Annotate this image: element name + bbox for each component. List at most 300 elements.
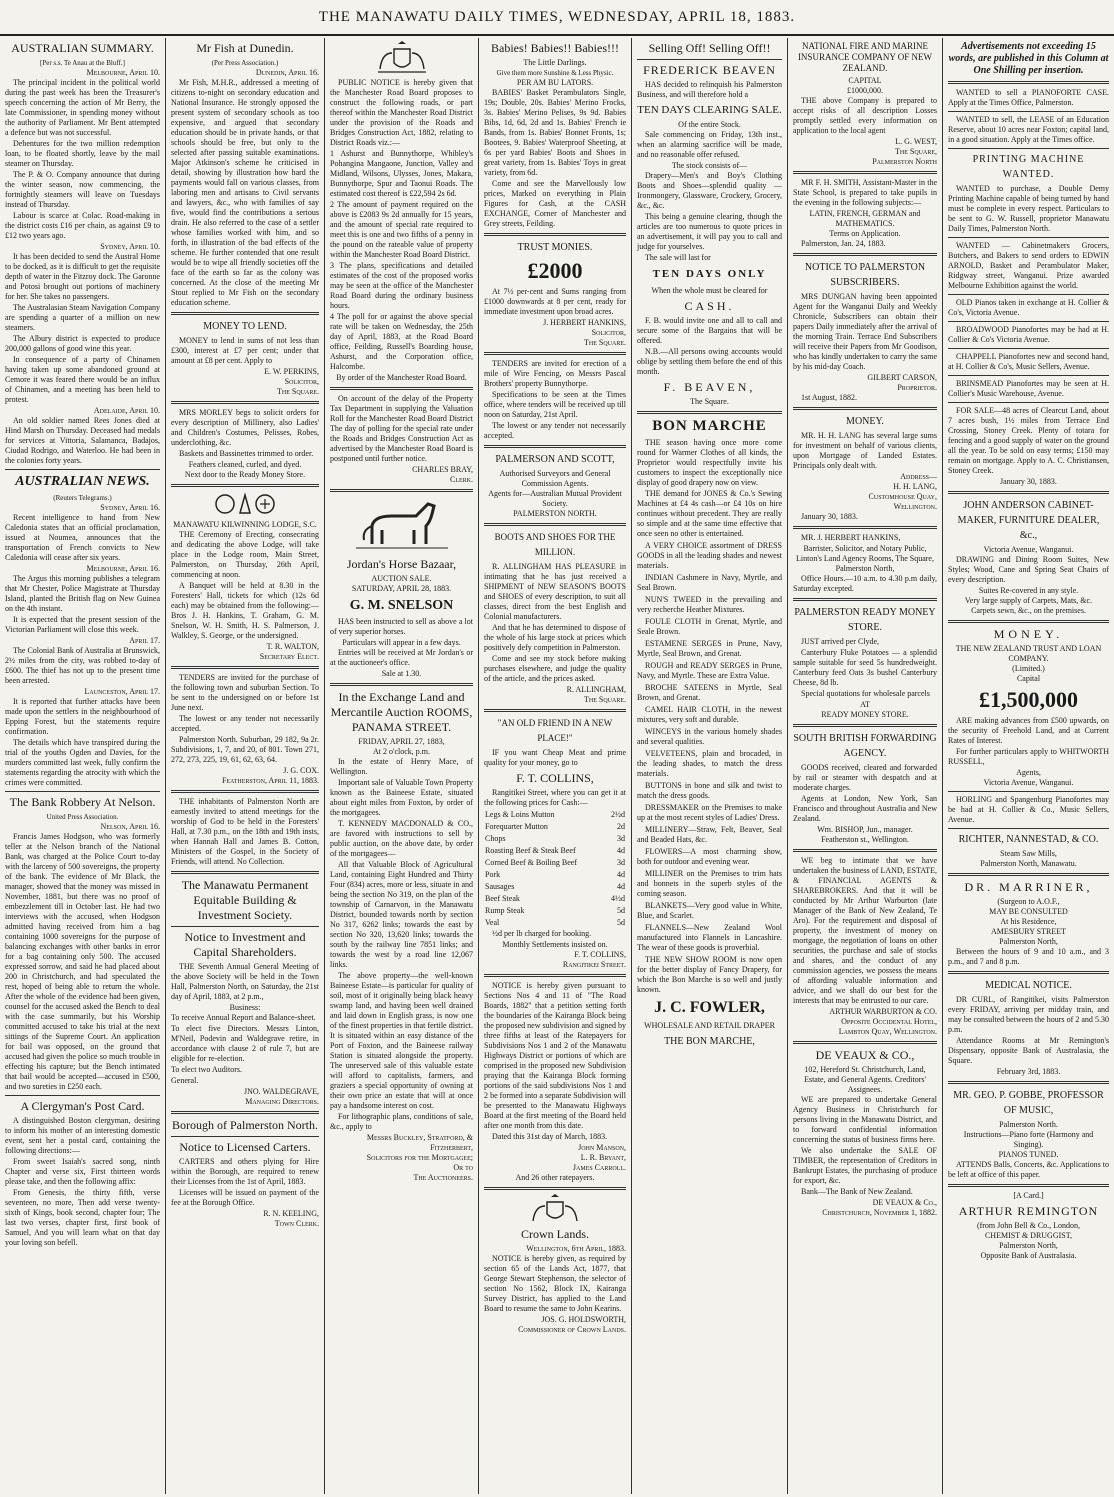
- paragraph: Agents at London, New York, San Francisco and throughout Australia and New Zealand.: [793, 794, 937, 823]
- paragraph: All that Valuable Block of Agricultural Land, containing Eight Hundred and Thirty Four (834) acres, more or less, situate in and being the section No 319, on the plan of the township of Carnarvon, in the Manawatu District, bounded towards north by section No 317, 6262 links; towards the east by section No 320, 13,620 links; towards the south by the railway line 7851 links; and towards the west by a road line 12,067 links.: [330, 860, 473, 969]
- price-value: 2½d: [611, 810, 625, 819]
- list-item: 3 The plans, specifications and detailed estimates of the cost of the proposed works may be seen at the office of the Manchester Road Board during the ordinary business hours.: [330, 261, 473, 310]
- heading: THE BON MARCHE,: [664, 1036, 755, 1047]
- paragraph: THE Seventh Annual General Meeting of the above Society will be held in the Town Hall, Palmerston North, on Saturday, the 21st day of April, 1883, at 2 p.m.,: [171, 962, 319, 1001]
- paragraph: For lithographic plans, conditions of sale, &c., apply to: [330, 1112, 473, 1131]
- list-item: THE NEW SHOW ROOM is now open for the better display of Fancy Drapery, for which the Bon Marche is so well and justly known.: [637, 955, 782, 994]
- royal-coat-of-arms-icon: [525, 1194, 585, 1224]
- subheading: PIANOS TUNED.: [998, 1150, 1059, 1159]
- price-item: Roasting Beef & Steak Beef: [485, 846, 576, 855]
- signature: The Square.: [277, 387, 319, 396]
- list-item: INDIAN Cashmere in Navy, Myrtle, and Seal Brown.: [637, 573, 782, 592]
- subheading: CAPITAL: [848, 76, 882, 85]
- list-item: 1 Ashurst and Bunnythorpe, Whibley's Pohangina Mangaone, Junction, Valley and Midland, Wilsons, Ulysses, Jones, Makara, Bunnythorpe, Spur and Taonui Roads. The estimated cost thereof is £22,594 2s 6d.: [330, 149, 473, 198]
- list-item: A VERY CHOICE assortment of DRESS GOODS in all the leading shades and newest materials.: [637, 541, 782, 570]
- paragraph: HAS decided to relinquish his Palmerston Business, and will therefore hold a: [637, 80, 782, 99]
- list-item: To elect two Auditors.: [171, 1065, 242, 1074]
- signature: R. N. KEELING,: [263, 1209, 319, 1218]
- subheading: THE NEW ZEALAND TRUST AND LOAN COMPANY.: [955, 644, 1102, 663]
- paragraph: Suites Re-covered in any style.: [978, 586, 1079, 595]
- price-row: [484, 857, 626, 869]
- paragraph: When the whole must be cleared for: [651, 286, 768, 295]
- paragraph: Specifications to be seen at the Times office, where tenders will be received up till noon on Saturday, 21st April.: [484, 390, 626, 419]
- paragraph: Palmerston North. Suburban, 29 182, 9a 2r. Subdivisions, 1, 7, and 20, of 801. Town 271, 272, 273, 225, 19, 61, 62, 63, 64.: [171, 735, 319, 764]
- list-item: VELVETEENS, plain and brocaded, in the leading shades, to match the dress materials.: [637, 749, 782, 778]
- dateline: Adelaide, April 10.: [93, 406, 160, 415]
- signature: F. T. COLLINS,: [574, 950, 626, 959]
- paragraph: THE season having once more come round for Warmer Clothes of all kinds, the Proprietor would respectfully invite his customers to inspect the exceptionally nice display of good drapery now on view.: [637, 438, 782, 487]
- amount: £2000: [527, 258, 583, 283]
- subheading: Authorised Surveyors and General Commission Agents.: [499, 469, 611, 488]
- heading: Selling Off! Selling Off!!: [648, 41, 771, 55]
- paragraph: Sale commencing on Friday, 13th inst., when an alarming sacrifice will be made, and no reasonable offer refused.: [637, 130, 782, 159]
- paragraph: We also undertake the SALE OF TIMBER, the representation of Creditors in Bankrupt Estates, the purchasing of produce for export, &c.: [793, 1146, 937, 1185]
- paragraph: And that he has determined to dispose of the whole of his large stock at prices which positively defy competition in Palmerston.: [484, 623, 626, 652]
- signature: Wellington.: [893, 502, 937, 511]
- paragraph: Wm. BISHOP, Jun., manager.: [817, 825, 913, 834]
- subheading: Give them more Sunshine & Less Physic.: [496, 69, 614, 77]
- price-item: Veal: [485, 918, 500, 927]
- signature: GILBERT CARSON,: [867, 373, 937, 382]
- paragraph: It is reported that further attacks have been made upon the settlers in the neighbourhood of Epping Forest, but the statements require confirmation.: [5, 697, 160, 736]
- heading: MR. GEO. P. GOBBE, PROFESSOR OF MUSIC,: [953, 1090, 1104, 1116]
- dateline: Melbourne, April 10.: [86, 68, 160, 77]
- subheading: [Per s.s. Te Anau at the Bluff.]: [40, 59, 125, 67]
- subheading: Palmerston North,: [999, 1241, 1058, 1250]
- subheading: FRIDAY, APRIL 27, 1883,: [358, 737, 445, 746]
- column-6: [788, 38, 942, 1494]
- signature: The Square.: [584, 695, 626, 704]
- paragraph: At 7½ per-cent and Sums ranging from £1000 downwards at 8 per cent, ready for immediate investment upon broad acres.: [484, 287, 626, 316]
- paragraph: The lowest or any tender not necessarily accepted.: [171, 714, 319, 733]
- paragraph: The stock consists of—: [671, 161, 748, 170]
- heading: NOTICE TO PALMERSTON SUBSCRIBERS.: [804, 262, 926, 288]
- subheading: (Reuters Telegrams.): [53, 494, 112, 502]
- paragraph: MR. J. HERBERT HANKINS,: [801, 533, 901, 542]
- paragraph: THE above Company is prepared to accept risks of all description Losses promptly settled every information on application to the local agent: [793, 96, 937, 135]
- heading: Jordan's Horse Bazaar,: [346, 557, 457, 571]
- paragraph: Instructions—Piano forte (Harmony and Singing).: [963, 1130, 1094, 1149]
- list-item: FLOWERS—A most charming show, both for outdoor and evening wear.: [637, 847, 782, 866]
- list-item: General.: [171, 1076, 199, 1085]
- subheading: Palmerston North.: [999, 1120, 1058, 1129]
- paragraph: NOTICE is hereby given pursuant to Sections Nos 4 and 11 of "The Road Boards, 1882" that a petition setting forth the boundaries of the Kairanga Block being the proposed new subdivision and signed by three fifths at least of the Ratepayers for Subdivisions Nos 1 and 2 of the Manawatu Highways District or portions of which are comprised in the proposed new Subdivision praying that the Kairanga Block forming portions of the said subdivisions Nos 1 and 2 be formed into a separate Subdivision will be presented to the Manawatu Highways Board at the first meeting of the Board held after one month from this date.: [484, 981, 626, 1130]
- list-item: FLANNELS—New Zealand Wool manufactured into Flannels in Lancashire. The wear of these goods is proverbial.: [637, 923, 782, 952]
- dateline: Sydney, April 16.: [100, 503, 160, 512]
- subheading: (Surgeon to A.O.F.,: [997, 897, 1060, 906]
- paragraph: Rangitikei Street, where you can get it at the following prices for Cash:—: [484, 788, 626, 807]
- heading: Notice to Investment and Capital Shareholders.: [184, 930, 306, 959]
- column-2: [166, 38, 324, 1494]
- signature: Address—: [900, 472, 937, 481]
- signature: Solicitors for the Mortgagee;: [366, 1153, 473, 1162]
- paragraph: Come and see the Marvellously low prices, Marked on everything in Plain Figures for Cash, at the CASH EXCHANGE, Corner of Manchester and Grey streets, Feilding.: [484, 179, 626, 228]
- heading: DR. MARRINER,: [964, 880, 1093, 894]
- paragraph: Very large supply of Carpets, Mats, &c.: [964, 596, 1093, 605]
- subheading: Steam Saw Mills,: [1000, 849, 1057, 858]
- paragraph: Canterbury Fluke Potatoes — a splendid sample suitable for seed 5s hundredweight. Canterbury feed Oats 3s bushel Canterbury Cheese, 8d lb.: [793, 648, 937, 687]
- heading: DE VEAUX & CO.,: [815, 1048, 915, 1062]
- heading: PALMERSTON READY MONEY STORE.: [794, 607, 936, 633]
- price-value: 4d: [617, 846, 625, 855]
- paragraph: Terms on Application.: [829, 229, 901, 238]
- paragraph: Barrister, Solicitor, and Notary Public,: [803, 544, 927, 553]
- paragraph: By order of the Manchester Road Board.: [336, 373, 467, 382]
- paragraph: Drapery—Men's and Boy's Clothing Boots and Shoes—splendid quality —Ironmongery, Glassware, Crockery, Grocery, &c., &c.: [637, 171, 782, 210]
- heading: TEN DAYS CLEARING SALE.: [637, 104, 782, 116]
- signature: E. W. PERKINS,: [264, 367, 319, 376]
- dateline: Wellington, 6th April, 1883.: [526, 1244, 626, 1253]
- subheading: The Little Darlings.: [523, 58, 587, 67]
- paragraph: PUBLIC NOTICE is hereby given that the Manchester Road Board proposes to construct the following roads, or part thereof within the Manchester Road District under the provision of the Roads and Bridges Construction Act, 1882, relating to District Roads viz.:—: [330, 78, 473, 147]
- signature: R. ALLINGHAM,: [566, 685, 626, 694]
- paragraph: The principal incident in the political world during the past week has been the Treasurer's speech concerning the action of Mr Berry, the late Commissioner, in spending money without the authority of Parliament. Mr Bent attempted a defence but was not successful.: [5, 78, 160, 137]
- signature: CHARLES BRAY,: [412, 465, 473, 474]
- column-1: [0, 38, 165, 1494]
- subheading: Victoria Avenue, Wanganui.: [983, 545, 1074, 554]
- price-item: Sausages: [485, 882, 515, 891]
- signature: And 26 other ratepayers.: [515, 1173, 595, 1182]
- subheading: AT: [860, 700, 870, 709]
- heading: PALMERSON AND SCOTT,: [495, 454, 615, 465]
- signature: The Square,: [895, 147, 937, 156]
- paragraph: Sale at 1.30.: [381, 669, 422, 678]
- list-item: NUN'S TWEED in the prevailing and very recherche Heather Mixtures.: [637, 595, 782, 614]
- paragraph: A distinguished Boston clergyman, desiring to inform his mother of an interesting domestic event, sent her a postal card, containing the following directions:—: [5, 1116, 160, 1155]
- price-item: Forequarter Mutton: [485, 822, 548, 831]
- price-value: 5d: [617, 906, 625, 915]
- paragraph: Mr Fish, M.H.R., addressed a meeting of citizens to-night on secondary education and National Insurance. He strongly opposed the present system of secondary schools as too expensive, and argued that secondary education should be in private hands, or that schools should be free, but only to the selected after passing suitable examinations. Major Atkinson's scheme he criticised in detail, showing by illustration how hard the payments would fall on various classes, from laboring men and artisans to Civil servants and lawyers, &c., who with families of say five, would find the contributions a serious drain. He also referred to the case of a settler whose families worked with him, and so forth, in illustration of the bad effects of the scheme. He further contended that one result would be to wipe all friendly societies off the face of the earth so far as the colony was concerned. At the close of the meeting Mr Stout replied to Mr Fish on the secondary education scheme.: [171, 78, 319, 307]
- paragraph: February 3rd, 1883.: [996, 1067, 1061, 1076]
- paragraph: R. ALLINGHAM HAS PLEASURE in intimating that he has just received a SHIPMENT of NEW SEASON'S BOOTS and SHOES of every description, to suit all classes, direct from the best English and Colonial manufacturers.: [484, 562, 626, 621]
- signature: JNO. WALDEGRAVE,: [243, 1087, 319, 1096]
- subheading: At his Residence,: [1000, 917, 1057, 926]
- paragraph: The details which have transpired during the trial of the youths Ogden and Davies, for the murders committed last week, fully confirm the statements regarding the atrocity with which the crimes were committed.: [5, 738, 160, 787]
- royal-coat-of-arms-icon: [372, 41, 432, 75]
- list-item: ESTAMENE SERGES in Prune, Navy, Myrtle, Seal Brown, and Grenat.: [637, 639, 782, 658]
- column-4: [479, 38, 631, 1494]
- signature: Town Clerk.: [274, 1219, 319, 1228]
- list-item: ROUGH and READY SERGES in Prune, Navy, and Myrtle. These are Extra Value.: [637, 661, 782, 680]
- item-list: [637, 489, 782, 995]
- subheading: AUCTION SALE.: [371, 574, 432, 583]
- paragraph: Entries will be received at Mr Jordan's or at the auctioneer's office.: [330, 648, 473, 667]
- paragraph: On account of the delay of the Property Tax Department in supplying the Valuation Roll for the Manchester Road Board District The day of polling for the special rate under the Roads and Bridges Construction Act as advertised by the Manchester Road Board is postponed until further notice.: [330, 394, 473, 463]
- price-row: [484, 845, 626, 857]
- paragraph: Palmerston, Jan. 24, 1883.: [801, 239, 886, 248]
- paragraph: 1st August, 1882.: [801, 393, 858, 402]
- column-7: [943, 38, 1114, 1494]
- dateline: Sydney, April 10.: [100, 242, 160, 251]
- list-item: 2 The amount of payment required on the above is £2083 9s 2d annually for 15 years, and the amount of special rate required to meet this is one and two fifths of a penny in the pound on the rateable value of property within the Manchester Road Board District.: [330, 200, 473, 259]
- subheading: At 2 o'clock, p.m.: [373, 747, 430, 756]
- list-item: BROCHE SATEENS in Myrtle, Seal Brown, and Grenat.: [637, 683, 782, 702]
- price-value: 4½d: [611, 894, 625, 903]
- paragraph: CHAPPELL Pianofortes new and second hand, at H. Collier & Co's, Music Sellers, Avenue.: [948, 352, 1109, 371]
- paragraph: For further particulars apply to WHITWORTH RUSSELL,: [948, 747, 1109, 766]
- heading: TEN DAYS ONLY: [652, 268, 767, 280]
- paragraph: Labour is scarce at Colac. Road-making in the district costs £16 per chain, as against £9 to £12 two years ago.: [5, 211, 160, 240]
- paragraph: WANTED — Cabinetmakers Grocers, Butchers, and Bakers to send orders to EDWIN ARNOLD, Basket and Perambulator Maker, Ridgway street, Wanganui. Prize awarded Melbourne Exhibition against the world.: [948, 241, 1109, 290]
- paragraph: The Albury district is expected to produce 200,000 gallons of good wine this year.: [5, 334, 160, 353]
- paragraph: BABIES' Basket Perambulators Single, 19s; Double, 20s. Babies' Merino Frocks, 3s. Babies' Merino Pelises, 9s 9d. Babies Bibs, 1d, 6d, 2d and 1s. Babies' French ie Bands, from 1s. Babies' Bonnet Fronts, 1s; Bootees, 9. Babies' Waterproof Sheeting, at 6s per yard Babies' Boots and Shoes in great variety, from 1s. Babies' Toys in great variety, from 6d.: [484, 88, 626, 177]
- column-3: [325, 38, 478, 1494]
- paragraph: BROADWOOD Pianofortes may be had at H. Collier & Co's Victoria Avenue.: [948, 325, 1109, 344]
- heading: "AN OLD FRIEND IN A NEW PLACE!": [497, 718, 613, 743]
- paragraph: THE Ceremony of Erecting, consecrating and dedicating the above Lodge, will take place in the Lodge room, Main Street, Palmerston, on Thursday, 26th April, commencing at noon.: [171, 530, 319, 579]
- paragraph: In the estate of Henry Mace, of Wellington.: [330, 757, 473, 776]
- price-value: 4d: [617, 882, 625, 891]
- paragraph: Feathers cleaned, curled, and dyed.: [188, 460, 302, 469]
- price-row: [484, 881, 626, 893]
- paragraph: JUST arrived per Clyde,: [801, 637, 880, 646]
- paragraph: Linton's Land Agency Rooms, The Square, Palmerston North,: [796, 554, 934, 573]
- signature: Proprietor.: [897, 383, 937, 392]
- heading: JOHN ANDERSON CABINET-MAKER, FURNITURE DEALER, &c.,: [957, 500, 1100, 541]
- price-item: Chops: [485, 834, 506, 843]
- heading: AUSTRALIAN NEWS.: [15, 474, 150, 489]
- subheading: WHOLESALE AND RETAIL DRAPER: [644, 1021, 775, 1030]
- paragraph: DR CURL, of Rangitikei, visits Palmerston every FRIDAY, arriving per midday train, and may be consulted between the hours of 2 and 5.30 p.m.: [948, 995, 1109, 1034]
- paragraph: Bank—The Bank of New Zealand.: [801, 1187, 913, 1196]
- price-row: [484, 869, 626, 881]
- signature: Customhouse Quay,: [868, 492, 937, 501]
- signature: H. H. LANG,: [893, 482, 937, 491]
- signature: Rangitikei Street.: [562, 960, 626, 969]
- signature: ARTHUR WARBURTON & CO.: [829, 1007, 937, 1016]
- heading: PRINTING MACHINE WANTED.: [972, 154, 1085, 180]
- subheading: AMESBURY STREET: [990, 927, 1067, 936]
- heading: AUSTRALIAN SUMMARY.: [11, 41, 154, 55]
- list-item: 4 The poll for or against the above special rate will be taken on Wednesday, the 25th day of April, 1883, at the Road Board office, Feilding, Russell's Boarding house, Ashurst, and the Corporation office, Halcombe.: [330, 312, 473, 371]
- amount: £1,500,000: [979, 687, 1078, 712]
- price-row: [484, 809, 626, 821]
- signature: Fitzherbert,: [430, 1143, 473, 1152]
- heading: ARTHUR REMINGTON: [958, 1204, 1099, 1218]
- paragraph: Carpets sewn, &c., on the premises.: [971, 606, 1086, 615]
- dateline: April 17.: [129, 636, 160, 645]
- paragraph: ATTENDS Balls, Concerts, &c. Applications to be left at office of this paper.: [948, 1160, 1109, 1179]
- list-item: BUTTONS in bone and silk and twist to match the dress goods.: [637, 781, 782, 800]
- paragraph: Monthly Settlements insisted on.: [502, 940, 608, 949]
- signature: Agents,: [1016, 768, 1041, 777]
- masthead: THE MANAWATU DAILY TIMES, WEDNESDAY, APRIL 18, 1883.: [0, 0, 1114, 36]
- paragraph: WANTED to sell, the LEASE of an Education Reserve, about 10 acres near Foxton; capital land, in a good situation. Apply at the Times office.: [948, 115, 1109, 144]
- paragraph: The sale will last for: [645, 253, 711, 262]
- heading: FREDERICK BEAVEN: [643, 63, 776, 77]
- price-value: 3d: [617, 834, 625, 843]
- heading: SOUTH BRITISH FORWARDING AGENCY.: [793, 733, 937, 759]
- dateline: Melbourne, April 16.: [86, 564, 160, 573]
- paragraph: A Banquet will be held at 8.30 in the Foresters' Hall, tickets for which (12s 6d each) may be obtained from the following:—Bros J. H. Hankins, T. Graham, G. M. Snelson, W. H. Smith, H. S. Palmerson, J. Walkley, S. George, or the undersigned.: [171, 581, 319, 640]
- paragraph: MR F. H. SMITH, Assistant-Master in the State School, is prepared to take pupils in the evening in the following subjects:—: [793, 178, 937, 207]
- paragraph: Featherston st., Wellington.: [821, 835, 909, 844]
- paragraph: TENDERS are invited for the purchase of the following town and suburban Section. To be sent to the undersigned on or before 1st June next.: [171, 673, 319, 712]
- signature: Secretary Elect.: [259, 652, 319, 661]
- subheading: Agents for—Australian Mutual Provident Society.: [488, 489, 622, 508]
- signature: Clerk.: [449, 475, 473, 484]
- paragraph: Recent intelligence to hand from New Caledonia states that an official proclamation, issued at Noumea, announces that the transportation of French convicts to New Caledonia will cease after six years.: [5, 513, 160, 562]
- list-item: THE demand for JONES & Co.'s Sewing Machines at £4 4s cash—or £4 10s on hire continues without precedent. They are really so simple and at the same time effective that once seen no other is entertained.: [637, 489, 782, 538]
- signature: J. G. COX.: [283, 766, 319, 775]
- list-item: MILLINERY—Straw, Felt, Beaver, Seal and Beaded Hats, &c.: [637, 825, 782, 844]
- paragraph: HORLING and Spangenburg Pianofortes may be had at H. Collier & Co., Music Sellers, Avenue.: [948, 795, 1109, 824]
- heading: The Manawatu Permanent Equitable Building & Investment Society.: [181, 878, 309, 922]
- paragraph: NOTICE is hereby given, as required by section 65 of the Lands Act, 1877, that George Stewart Stephenson, the selector of section No 1562, Block IX, Kairanga Survey District, has applied to the Land Board to resume the same to John Kearins.: [484, 1254, 626, 1313]
- heading: MONEY.: [993, 627, 1064, 641]
- signature: John Manson,: [578, 1143, 626, 1152]
- price-row: [484, 821, 626, 833]
- paragraph: January 30, 1883.: [1000, 477, 1057, 486]
- list-item: BLANKETS—Very good value in White, Blue, and Scarlet.: [637, 901, 782, 920]
- subheading: United Press Association.: [46, 813, 119, 821]
- signature: The Square.: [584, 338, 626, 347]
- paragraph: MONEY to lend in sums of not less than £300, interest at £7 per cent; under that amount at £8 per cent. Apply to: [171, 336, 319, 365]
- signature: James Carroll.: [572, 1163, 626, 1172]
- signature: Commissioner of Crown Lands.: [518, 1325, 626, 1334]
- subheading: Opposite Bank of Australasia.: [980, 1251, 1077, 1260]
- paragraph: TENDERS are invited for erection of a mile of Wire Fencing, on Messrs Pascal Brothers' property Bunnythorpe.: [484, 359, 626, 388]
- paragraph: T. KENNEDY MACDONALD & CO., are favored with instructions to sell by public auction, on the above date, by order of the mortgagees—: [330, 819, 473, 858]
- signature: Lambton Quay, Wellington.: [838, 1027, 937, 1036]
- subheading: CHEMIST & DRUGGIST,: [984, 1231, 1073, 1240]
- paragraph: MRS DUNGAN having been appointed Agent for the Wanganui Daily and Weekly Chronicle, Subscribers can obtain their papers Daily immediately after the arrival of the morning Train. Terrace End Subscribers will receive their Papers from Mr Goodison, who has kindly undertaken to carry the same by his mid-day Coach.: [793, 292, 937, 371]
- list-item: To elect five Directors. Messrs Linton, M'Neil, Podevin and Waldegrave retire, in accordance with clause 2 of rule 7, but are eligible for re-election.: [171, 1024, 319, 1063]
- signature: Christchurch, November 1, 1882.: [822, 1208, 937, 1217]
- verse: From sweet Isaiah's sacred song, ninth Chapter and verse six, First thirteen words please take, and then the following affix:: [5, 1157, 160, 1186]
- subheading: [A Card.]: [1013, 1191, 1044, 1200]
- lodge-name: MANAWATU KILWINNING LODGE, S.C.: [173, 520, 317, 529]
- paragraph: The above property—the well-known Baineese Estate—is particular for quality of soil, most of it originally being black heavy swamp land, and having been well drained and laid down in English grass, is now one of the finest properties in that fertile district. It is situated within an easy distance of the Port of Foxton, and the Baineese railway Station is situated alongside the property. The unreserved sale of this valuable estate will afford to capitalists, farmers, and graziers a special opportunity of owning at their own price an estate that will at once pay a handsome interest on cost.: [330, 971, 473, 1110]
- list-item: DRESSMAKER on the Premises to make up at the most recent styles of Ladies' Dress.: [637, 803, 782, 822]
- price-item: Corned Beef & Boiling Beef: [485, 858, 577, 867]
- price-item: Legs & Loins Mutton: [485, 810, 555, 819]
- paragraph: WE are prepared to undertake General Agency Business in Christchurch for persons living in the Manawatu District, and to forward confidential information concerning the status of business firms here.: [793, 1095, 937, 1144]
- subheading: Capital: [1016, 674, 1041, 683]
- paragraph: MR. H. H. LANG has several large sums for investment on behalf of various clients, upon Mortgage of Landed Estates. Principals only dealt with.: [793, 431, 937, 470]
- heading: MONEY.: [846, 416, 884, 427]
- list-item: WINCEYS in the various homely shades and several qualities.: [637, 727, 782, 746]
- paragraph: The Australasian Steam Navigation Company are spending a quarter of a million on new steamers.: [5, 303, 160, 332]
- price-item: Pork: [485, 870, 501, 879]
- heading: TRUST MONIES.: [517, 242, 593, 253]
- paragraph: 102, Hereford St. Christchurch, Land, Estate, and General Agents. Creditors' Assignees.: [804, 1065, 926, 1094]
- paragraph: Next door to the Ready Money Store.: [184, 470, 306, 479]
- column-5: [632, 38, 787, 1494]
- paragraph: Dated this 31st day of March, 1883.: [492, 1132, 608, 1141]
- paragraph: Licenses will be issued on payment of the fee at the Borough Office.: [171, 1188, 319, 1207]
- dateline: Dunedin, April 16.: [255, 68, 319, 77]
- paragraph: Debentures for the two million redemption loan, to be floated shortly, leave by the mail steamer on Thursday.: [5, 139, 160, 168]
- heading: Mr Fish at Dunedin.: [196, 41, 294, 55]
- heading: Borough of Palmerston North.: [172, 1118, 318, 1132]
- signature: Solicitor,: [284, 377, 319, 386]
- verse: From Genesis, the thirty fifth, verse seventeen, no more, Then add verse twenty-sixth of Kings, book second, chapter four; The last two verses, chapter first, first book of Samuel, And you will learn what on that day your loving son befell.: [5, 1188, 160, 1247]
- price-row: [484, 905, 626, 917]
- price-row: [484, 893, 626, 905]
- signature: Messrs Buckley, Stratford, &: [366, 1133, 473, 1142]
- paragraph: Particulars will appear in a few days.: [342, 638, 461, 647]
- paragraph: January 30, 1883.: [801, 512, 858, 521]
- paragraph: MRS MORLEY begs to solicit orders for every description of Millinery, also Ladies' and Children's Costumes, Pelisses, Robes, underclothing, &c.: [171, 408, 319, 447]
- paragraph: OLD Pianos taken in exchange at H. Collier & Co's, Victoria Avenue.: [948, 298, 1109, 317]
- heading: CASH.: [684, 299, 735, 313]
- paragraph: The Colonial Bank of Australia at Brunswick, 2½ miles from the city, was robbed to-day of £600. The thief has not up to the present time been arrested.: [5, 646, 160, 685]
- signature: Victoria Avenue, Wanganui.: [983, 778, 1074, 787]
- signature: The Auctioneers.: [413, 1173, 473, 1182]
- price-item: Beef Steak: [485, 894, 520, 903]
- heading: In the Exchange Land and Mercantile Auction ROOMS, PANAMA STREET.: [330, 690, 473, 734]
- signature: T. R. WALTON,: [266, 642, 319, 651]
- price-row: [484, 833, 626, 845]
- heading: J. C. FOWLER,: [654, 999, 765, 1016]
- signature: Palmerston North: [872, 157, 937, 166]
- paragraph: The lowest or any tender not necessarily accepted.: [484, 421, 626, 440]
- paragraph: LATIN, FRENCH, GERMAN and MATHEMATICS.: [809, 209, 921, 228]
- paragraph: WANTED to purchase, a Double Demy Printing Machine capable of being turned by hand must be complete in every respect. Particulars to be sent to G. W. Russell, proprietor Manawatu Daily Times, Palmerston North.: [948, 184, 1109, 233]
- signature: Managing Directors.: [245, 1097, 319, 1106]
- paragraph: N.B.—All persons owing accounts would oblige by settling them before the end of this month.: [637, 347, 782, 376]
- heading: Crown Lands.: [521, 1227, 589, 1241]
- subheading: (Limited.): [1012, 664, 1045, 673]
- masonic-emblem-icon: [205, 491, 285, 517]
- signature: L. R. Bryant,: [580, 1153, 626, 1162]
- paragraph: The Argus this morning publishes a telegram that Mr Chester, Police Magistrate at Thursday Island, planted the British flag on New Guinea on the 4th instant.: [5, 574, 160, 613]
- signature: Opposite Occidental Hotel,: [841, 1017, 937, 1026]
- heading: A Clergyman's Post Card.: [20, 1099, 145, 1113]
- paragraph: It is expected that the present session of the Victorian Parliament will close this week.: [5, 615, 160, 634]
- signature: DE VEAUX & Co.,: [872, 1198, 937, 1207]
- paragraph: WE beg to intimate that we have undertaken the business of LAND, ESTATE, & FINANCIAL AGENTS & SHAREBROKERS. And that it will be conducted by Mr Arthur Warburton (late Manager of the Bank of New Zealand, Te Aro). For the requirement and disposal of property, the investment of money on mortgage, the negotiation of loans on other securities, the purchase and sale of stocks and shares, and the conduct of any commission agencies, we possess the means of affording valuable information and advice, and we shall do our best for the interests that may be entrusted to our care.: [793, 856, 937, 1005]
- paragraph: This being a genuine clearing, though the articles are too numerous to quote prices in an advertisement, it will pay you to call and judge for yourselves.: [637, 212, 782, 251]
- paragraph: Attendance Rooms at Mr Remington's Dispensary, opposite Bank of Australasia, the Square.: [948, 1036, 1109, 1065]
- subheading: £1000,000.: [847, 86, 883, 95]
- paragraph: GOODS received, cleared and forwarded by rail or steamer with despatch and at moderate charges.: [793, 763, 937, 792]
- paragraph: WANTED to sell a PIANOFORTE CASE. Apply at the Times Office, Palmerston.: [948, 88, 1109, 107]
- paragraph: THE inhabitants of Palmerston North are earnestly invited to attend meetings for the worship of God to be held in the Foresters' Hall, at 7.30 p.m., on the 18th and 19th insts, when Hannah Hall and James B. Cotton, Ministers of the Gospel, in the Society of Friends, will attend. No Collection.: [171, 797, 319, 866]
- paragraph: FOR SALE—48 acres of Clearcut Land, about 7 acres bush, 1½ miles from Terrace End Crossing, Stoney Creek. Plenty of totara for fencing and a good supply of water on the ground all the year. To be sold on easy terms; £150 may remain on mortgage. Apply to A. C. Christiansen, Stoney Creek.: [948, 406, 1109, 475]
- heading: BOOTS AND SHOES FOR THE MILLION.: [494, 532, 616, 557]
- paragraph: Francis James Hodgson, who was formerly teller at the Nelson branch of the National Bank, was charged at the Police Court to-day with the larceny of 500 sovereigns, the property of the bank. The evidence of Mr Black, the manager, showed that the money was missed in November, 1881, but there was no proof of embezzlement till in October last. He had two interviews with the accused, when Hodgson admitted having received from him a bag containing 1000 sovereigns for the purpose of balancing exchanges with other banks in error for a bag containing only 500. The accused expressed sorrow, and said he had placed about 200 in Christchurch, and had speculated the rest, hoped of being able to return the whole. After the whole of the evidence had been given, counsel for the accused asked the Bench to deal with the case summarily, but his Worship committed accused to take his trial at the next sittings of the Supreme Court. An application for bail was opposed, on the ground that accused had given the police so much trouble in effecting his capture; but the Bench intimated that bail would be accepted—accused in £500, and two sureties in £250 each.: [5, 832, 160, 1091]
- list-item: CAMEL HAIR CLOTH, in the newest mixtures, very soft and durable.: [637, 705, 782, 724]
- list-item: To receive Annual Report and Balance-sheet.: [171, 1013, 316, 1022]
- price-item: Rump Steak: [485, 906, 525, 915]
- subheading: PER AM BU LATORS.: [516, 78, 594, 87]
- dateline: Launceston, April 17.: [84, 687, 160, 696]
- paragraph: DRAWING and Dining Room Suites, New Styles; Wood, Cane and Spring Seat Chairs of every description.: [948, 555, 1109, 584]
- signature: Featherston, April 11, 1883.: [221, 776, 319, 785]
- subheading: The Square.: [690, 397, 729, 406]
- heading: Notice to Licensed Carters.: [179, 1140, 311, 1154]
- signature: L. G. WEST,: [895, 137, 937, 146]
- subheading: (Per Press Association.): [211, 59, 279, 67]
- heading: The Bank Robbery At Nelson.: [9, 795, 156, 809]
- heading: F. T. COLLINS,: [516, 771, 594, 785]
- heading: Babies! Babies!! Babies!!!: [491, 41, 619, 55]
- subheading: Palmerston North,: [999, 937, 1058, 946]
- paragraph: An old soldier named Rees Jones died at Hind Marsh on Thursday. Deceased had medals for services at Vittoria, Salamanca, Badajos, Ciudad Rodrigo, and Waterloo. He had been in the colonies forty years.: [5, 416, 160, 465]
- heading: NATIONAL FIRE AND MARINE INSURANCE COMPANY OF NEW ZEALAND.: [797, 41, 933, 73]
- paragraph: CARTERS and others plying for Hire within the Borough, are required to renew their Licenses from the 1st of April, 1883.: [171, 1157, 319, 1186]
- signature: J. HERBERT HANKINS,: [543, 318, 626, 327]
- subheading: READY MONEY STORE.: [821, 710, 909, 719]
- subheading: Business:: [229, 1003, 261, 1012]
- paragraph: It has been decided to send the Austral Home to be docked, as it is difficult to get the requisite depth of water in the Fitzroy dock. The Garonne and Potosi brought out portions of machinery for her. She takes no passengers.: [5, 252, 160, 301]
- price-value: 4d: [617, 870, 625, 879]
- dateline: Nelson, April 16.: [100, 822, 160, 831]
- subheading: MAY BE CONSULTED: [989, 907, 1068, 916]
- signature: JOS. G. HOLDSWORTH,: [541, 1315, 626, 1324]
